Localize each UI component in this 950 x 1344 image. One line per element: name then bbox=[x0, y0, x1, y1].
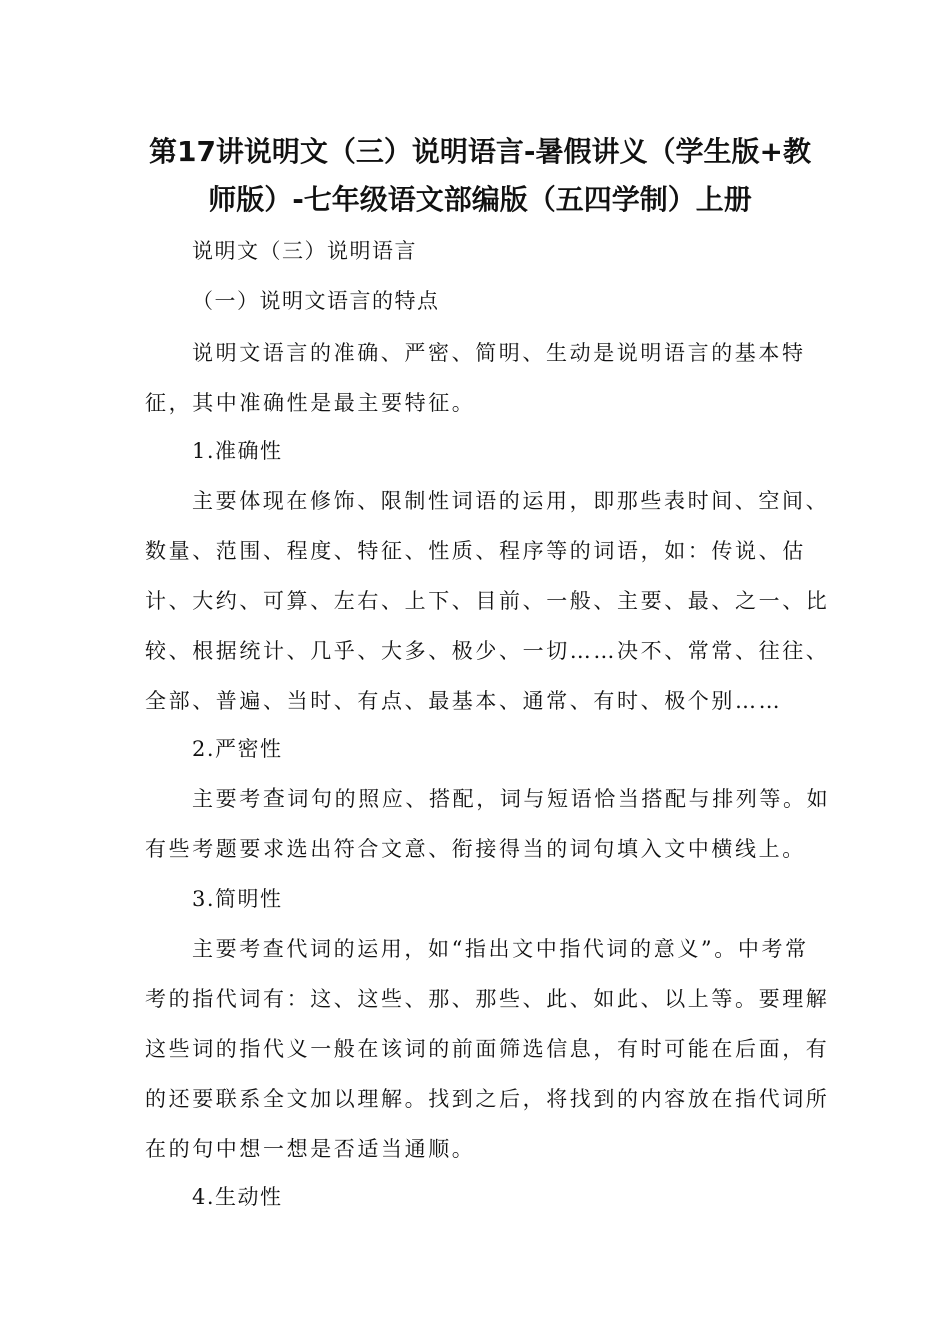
subsection-title: （一）说明文语言的特点 bbox=[192, 289, 440, 313]
paragraph-line: 有些考题要求选出符合文意、衔接得当的词句填入文中横线上。 bbox=[145, 837, 806, 861]
paragraph-line: 主要体现在修饰、限制性词语的运用，即那些表时间、空间、 bbox=[192, 489, 830, 513]
conciseness-paragraph bbox=[145, 934, 830, 1184]
document-title-line-1: 第17讲说明文（三）说明语言-暑假讲义（学生版+教 bbox=[148, 135, 812, 168]
accuracy-paragraph bbox=[145, 486, 830, 736]
item-heading-vividness: 4.生动性 bbox=[192, 1185, 283, 1209]
paragraph-line: 这些词的指代义一般在该词的前面筛选信息，有时可能在后面，有 bbox=[145, 1037, 830, 1061]
paragraph-line: 全部、普遍、当时、有点、最基本、通常、有时、极个别…… bbox=[145, 689, 783, 713]
paragraph-line: 数量、范围、程度、特征、性质、程序等的词语，如：传说、估 bbox=[145, 539, 806, 563]
paragraph-line: 在的句中想一想是否适当通顺。 bbox=[145, 1137, 476, 1161]
rigor-paragraph bbox=[145, 784, 831, 884]
text-run: 查 bbox=[262, 787, 288, 812]
intro-paragraph bbox=[145, 338, 805, 438]
item-heading-conciseness: 3.简明性 bbox=[192, 887, 283, 911]
text-run: 词句的照应、搭配，词与短语恰当搭配与排列等。如 bbox=[287, 787, 831, 811]
paragraph-line: 的还要联系全文加以理解。找到之后，将找到的内容放在指代词所 bbox=[145, 1087, 830, 1111]
paragraph-line: 主要考查代词的运用，如“指出文中指代词的意义”。中考常 bbox=[192, 937, 809, 961]
item-heading-accuracy: 1.准确性 bbox=[192, 439, 283, 463]
paragraph-line: 征，其中准确性是最主要特征。 bbox=[145, 391, 476, 415]
paragraph-line: 计、大约、可算、左右、上下、目前、一般、主要、最、之一、比 bbox=[145, 589, 830, 613]
section-title: 说明文（三）说明语言 bbox=[192, 239, 417, 263]
paragraph-line: 考的指代词有：这、这些、那、那些、此、如此、以上等。要理解 bbox=[145, 987, 830, 1011]
paragraph-line: 较、根据统计、几乎、大多、极少、一切……决不、常常、往往、 bbox=[145, 639, 830, 663]
paragraph-line: 说明文语言的准确、严密、简明、生动是说明语言的基本特 bbox=[192, 341, 806, 365]
item-heading-rigor: 2.严密性 bbox=[192, 737, 283, 761]
document-title-line-2: 师版）-七年级语文部编版（五四学制）上册 bbox=[208, 183, 752, 216]
text-run: 主要考 bbox=[192, 787, 263, 811]
paragraph-line bbox=[145, 784, 831, 834]
